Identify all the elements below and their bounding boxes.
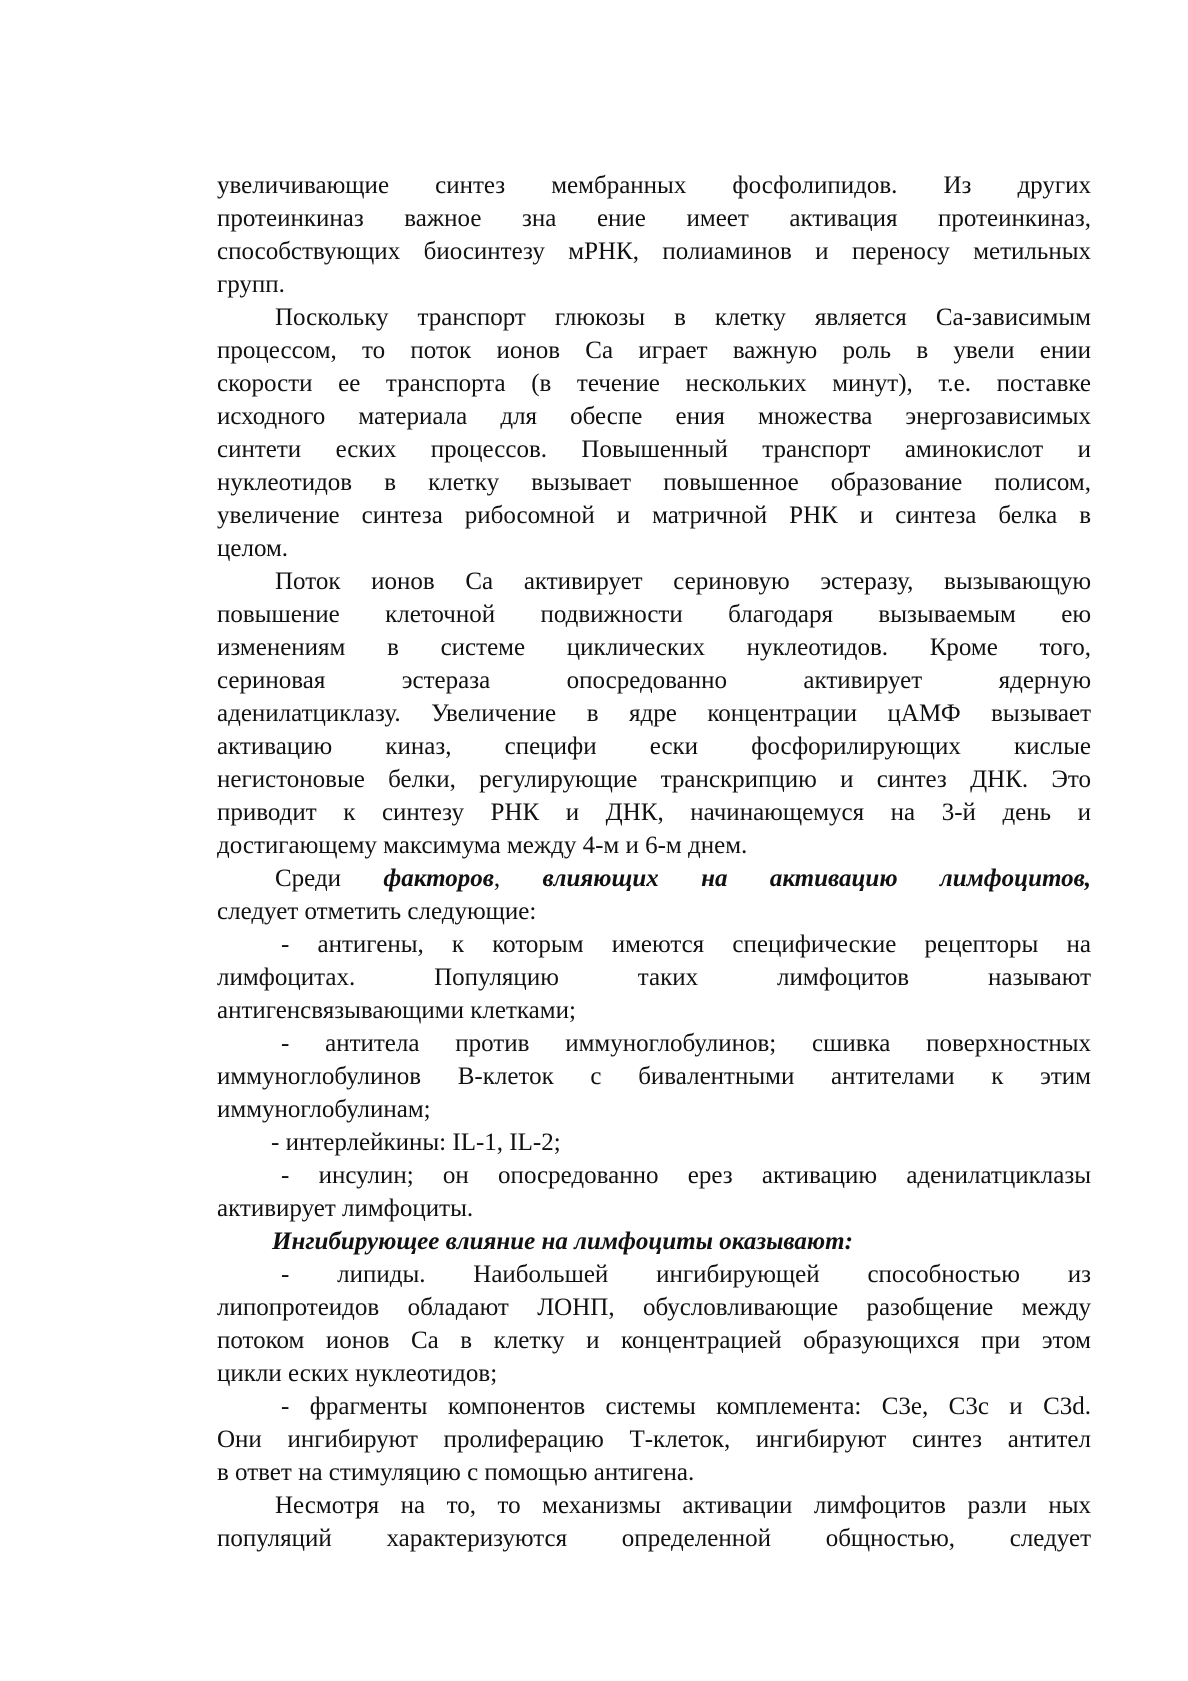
text-line: - антигены, к которым имеются специфические рецепторы на xyxy=(281,931,1091,958)
text-line: Поток ионов Са активирует сериновую эстеразу, вызывающую xyxy=(275,568,1091,595)
text-line: увеличивающие синтез мембранных фосфолипидов. Из других xyxy=(217,172,1091,199)
text-line: антигенсвязывающими клетками; xyxy=(217,997,576,1024)
text-line: - интерлейкины: IL-1, IL-2; xyxy=(271,1129,561,1156)
text-run: , xyxy=(493,865,543,892)
heading-text: Ингибирующее влияние на лимфоциты оказывают: xyxy=(272,1228,853,1255)
text-line: иммуноглобулинов В-клеток с бивалентными антителами к этим xyxy=(217,1063,1091,1090)
text-line: - липиды. Наибольшей ингибирующей способностью из xyxy=(281,1261,1091,1288)
text-line: аденилатциклазу. Увеличение в ядре концентрации цАМФ вызывает xyxy=(217,700,1091,727)
text-line: Несмотря на то, то механизмы активации лимфоцитов разли ных xyxy=(275,1492,1091,1519)
paragraph-serine-esterase xyxy=(217,565,1091,862)
list-item-complement-fragments xyxy=(217,1390,1091,1489)
text-line: активирует лимфоциты. xyxy=(217,1195,474,1222)
text-line: изменениям в системе циклических нуклеотидов. Кроме того, xyxy=(217,634,1091,661)
text-line: иммуноглобулинам; xyxy=(217,1096,431,1123)
text-line: - фрагменты компонентов системы комплемента: С3е, С3с и С3d. xyxy=(281,1393,1091,1420)
text-line: исходного материала для обеспе ения множества энергозависимых xyxy=(217,403,1091,430)
text-line: сериновая эстераза опосредованно активирует ядерную xyxy=(217,667,1091,694)
text-line: протеинкиназ важное зна ение имеет активация протеинкиназ, xyxy=(217,205,1091,232)
text-line: негистоновые белки, регулирующие транскрипцию и синтез ДНК. Это xyxy=(217,766,1091,793)
text-line: в ответ на стимуляцию с помощью антигена. xyxy=(217,1459,695,1486)
text-line: цикли еских нуклеотидов; xyxy=(217,1360,498,1387)
text-line: способствующих биосинтезу мРНК, полиаминов и переносу метильных xyxy=(217,238,1091,265)
text-line: потоком ионов Са в клетку и концентрацией образующихся при этом xyxy=(217,1327,1091,1354)
text-line: увеличение синтеза рибосомной и матричной РНК и синтеза белка в xyxy=(217,502,1091,529)
paragraph-glucose-transport xyxy=(217,301,1091,565)
text-line: активацию киназ, специфи ески фосфорилирующих кислые xyxy=(217,733,1091,760)
text-line: - антитела против иммуноглобулинов; сшивка поверхностных xyxy=(281,1030,1091,1057)
text-run: Среди xyxy=(275,865,384,892)
text-line: Поскольку транспорт глюкозы в клетку является Са-зависимым xyxy=(275,304,1091,331)
text-line: достигающему максимума между 4-м и 6-м днем. xyxy=(217,832,748,859)
list-item-antigens xyxy=(217,928,1091,1027)
list-item-antibodies xyxy=(217,1027,1091,1126)
list-item-insulin xyxy=(217,1159,1091,1225)
text-line: популяций характеризуются определенной общностью, следует xyxy=(217,1525,1091,1552)
text-line: Они ингибируют пролиферацию Т-клеток, ингибируют синтез антител xyxy=(217,1426,1091,1453)
text-line: следует отметить следующие: xyxy=(217,898,537,925)
emphasis-factors: факторов xyxy=(383,865,494,892)
text-line: лимфоцитах. Популяцию таких лимфоцитов называют xyxy=(217,964,1091,991)
text-line: групп. xyxy=(217,271,285,298)
text-line: синтети еских процессов. Повышенный транспорт аминокислот и xyxy=(217,436,1091,463)
list-item-interleukins xyxy=(217,1126,1091,1159)
text-line: липопротеидов обладают ЛОНП, обусловливающие разобщение между xyxy=(217,1294,1091,1321)
paragraph-conclusion xyxy=(217,1489,1091,1555)
text-line: повышение клеточной подвижности благодаря вызываемым ею xyxy=(217,601,1091,628)
list-item-lipids xyxy=(217,1258,1091,1390)
section-heading-inhibitors xyxy=(217,1225,1091,1258)
text-line: процессом, то поток ионов Са играет важную роль в увели ении xyxy=(217,337,1091,364)
text-line xyxy=(217,862,1091,895)
paragraph-activation-factors xyxy=(217,862,1091,928)
document-page xyxy=(217,169,1091,1555)
text-line: скорости ее транспорта (в течение нескольких минут), т.е. поставке xyxy=(217,370,1091,397)
text-line: приводит к синтезу РНК и ДНК, начинающемуся на 3-й день и xyxy=(217,799,1091,826)
text-line: целом. xyxy=(217,535,289,562)
text-line: нуклеотидов в клетку вызывает повышенное образование полисом, xyxy=(217,469,1091,496)
paragraph-protein-kinases xyxy=(217,169,1091,301)
emphasis-influencing: влияющих на активацию лимфоцитов, xyxy=(542,865,1092,892)
text-line: - инсулин; он опосредованно ерез активацию аденилатциклазы xyxy=(281,1162,1091,1189)
